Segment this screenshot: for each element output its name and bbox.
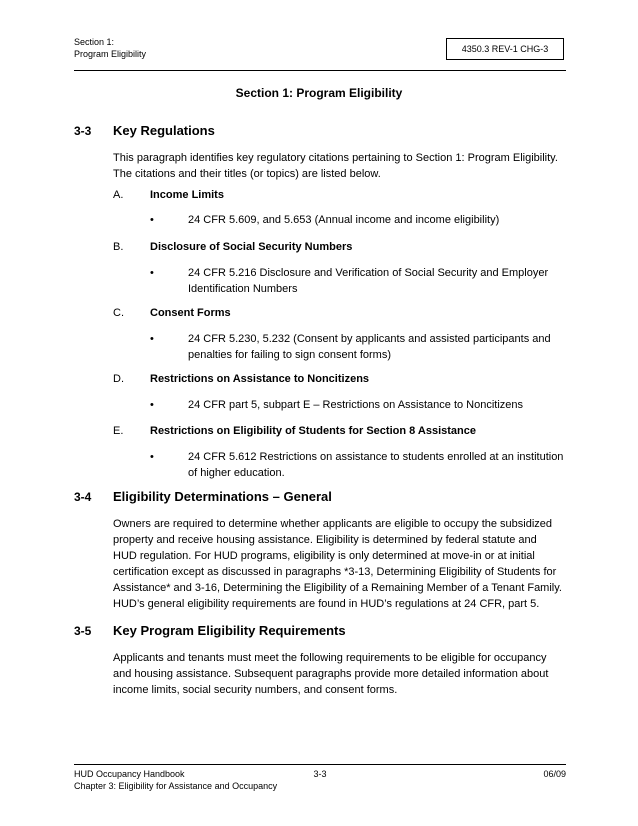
bullet-icon: • xyxy=(150,451,154,463)
citation-text: 24 CFR part 5, subpart E – Restrictions on Assistance to Noncitizens xyxy=(188,399,524,411)
subsection-letter: A. xyxy=(113,189,124,201)
citation-text: 24 CFR 5.216 Disclosure and Verification of Social Security and Employer Identification Numbers xyxy=(188,267,549,295)
section-number: 3-5 xyxy=(74,624,92,638)
footer-date: 06/09 xyxy=(543,769,566,779)
section-title: Eligibility Determinations – General xyxy=(113,489,332,504)
subsection-letter: C. xyxy=(113,307,124,319)
citation-text: 24 CFR 5.612 Restrictions on assistance to students enrolled at an institution of higher education. xyxy=(188,451,564,479)
section-body-paragraph: Owners are required to determine whether applicants are eligible to occupy the subsidized property and receive housing assistance. Eligibility is determined by federal statute and HUD regulation. For HUD programs, eligibility is only determined at move-in or at initial certification except as discussed in paragraphs *3-13, Determining Eligibility of Students for Assistance* and 3-16, Determining the Eligibility of a Remaining Member of a Tenant Family. HUD’s general eligibility requirements are found in HUD’s regulations at 24 CFR, part 5. xyxy=(113,518,562,610)
footer-divider xyxy=(74,764,566,765)
header-section-name: Program Eligibility xyxy=(74,49,147,59)
bullet-icon: • xyxy=(150,333,154,345)
footer-chapter-title: Chapter 3: Eligibility for Assistance and Occupancy xyxy=(74,781,278,791)
header-divider xyxy=(74,70,566,71)
subsection-title: Restrictions on Eligibility of Students for Section 8 Assistance xyxy=(150,425,476,437)
section-number: 3-3 xyxy=(74,124,92,138)
header-section-label: Section 1: xyxy=(74,37,115,47)
section-number: 3-4 xyxy=(74,490,92,504)
running-header xyxy=(74,36,146,60)
bullet-icon: • xyxy=(150,399,154,411)
bullet-icon: • xyxy=(150,214,154,226)
section-title: Key Program Eligibility Requirements xyxy=(113,623,346,638)
citation-text: 24 CFR 5.230, 5.232 (Consent by applicants and assisted participants and penalties for failing to sign consent forms) xyxy=(188,333,551,361)
bullet-icon: • xyxy=(150,267,154,279)
subsection-title: Restrictions on Assistance to Noncitizens xyxy=(150,373,370,385)
citation-text: 24 CFR 5.609, and 5.653 (Annual income and income eligibility) xyxy=(188,214,500,226)
section-title: Key Regulations xyxy=(113,123,215,138)
subsection-title: Disclosure of Social Security Numbers xyxy=(150,241,353,253)
subsection-letter: E. xyxy=(113,425,124,437)
page-number: 3-3 xyxy=(313,769,327,779)
document-reference-box: 4350.3 REV-1 CHG-3 xyxy=(446,38,564,60)
subsection-letter: D. xyxy=(113,373,124,385)
section-intro-paragraph: This paragraph identifies key regulatory citations pertaining to Section 1: Program Eligibility. The citations and their titles (or topics) are listed below. xyxy=(113,152,558,180)
subsection-title: Consent Forms xyxy=(150,307,231,319)
subsection-title: Income Limits xyxy=(150,189,224,201)
section-body-paragraph: Applicants and tenants must meet the following requirements to be eligible for occupancy and housing assistance. Subsequent paragraphs provide more detailed information about income limits, social security numbers, and consent forms. xyxy=(113,652,549,696)
page-title: Section 1: Program Eligibility xyxy=(235,86,403,100)
subsection-letter: B. xyxy=(113,241,124,253)
footer-handbook-title: HUD Occupancy Handbook xyxy=(74,769,185,779)
